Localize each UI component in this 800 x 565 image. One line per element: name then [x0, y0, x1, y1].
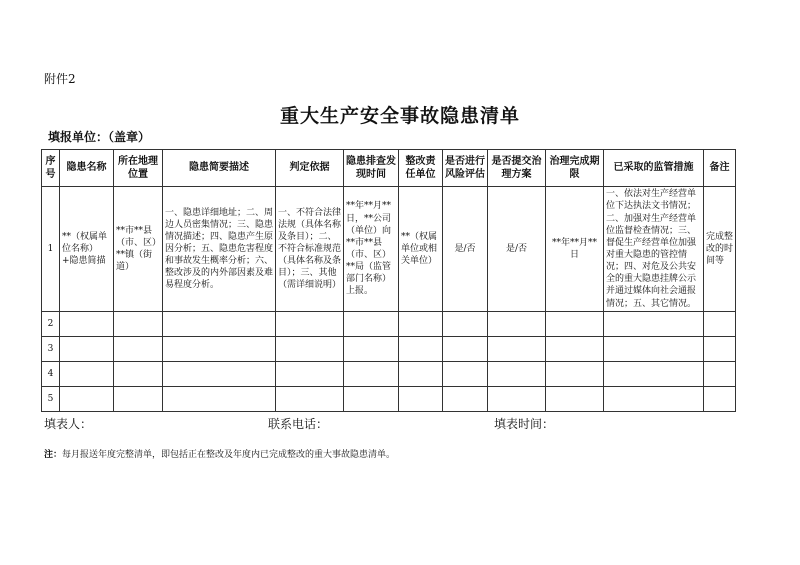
- cell-remark: 完成整改的时间等: [704, 187, 736, 312]
- hazard-table: [41, 149, 736, 412]
- cell-description: 一、隐患详细地址；二、周边人员密集情况；三、隐患情况描述；四、隐患产生原因分析；五、隐患危害程度和事故发生概率分析；六、整改涉及的内外部因素及难易程度分析。: [163, 187, 276, 312]
- header-remark: 备注: [704, 150, 736, 187]
- table-row: [42, 312, 736, 337]
- cell-measures: 一、依法对生产经营单位下达执法文书情况；二、加强对生产经营单位监督检查情况；三、督促生产经营单位加强对重大隐患的管控情况；四、对危及公共安全的重大隐患挂牌公示并通过媒体向社会通报情况；五、其它情况。: [604, 187, 704, 312]
- cell-no: 4: [42, 362, 60, 387]
- cell-no: 3: [42, 337, 60, 362]
- header-location: 所在地理位置: [114, 150, 163, 187]
- footnote-label: 注：: [44, 450, 63, 460]
- header-responsible: 整改责任单位: [399, 150, 443, 187]
- header-basis: 判定依据: [276, 150, 344, 187]
- header-risk-assessed: 是否进行风险评估: [443, 150, 488, 187]
- cell-location: **市**县（市、区）**镇（街道）: [114, 187, 163, 312]
- cell-deadline: **年**月**日: [546, 187, 604, 312]
- cell-no: 2: [42, 312, 60, 337]
- header-description: 隐患简要描述: [163, 150, 276, 187]
- table-header-row: [42, 150, 736, 187]
- attachment-label: 附件2: [44, 72, 76, 86]
- header-deadline: 治理完成期限: [546, 150, 604, 187]
- table-row: [42, 337, 736, 362]
- cell-found-time: **年**月**日，**公司（单位）向**市**县（市、区）**局（监管部门名称）上报。: [344, 187, 399, 312]
- filler-unit-label: 填报单位：（盖章）: [48, 130, 151, 144]
- table-row: [42, 362, 736, 387]
- footer-date-label: 填表时间：: [494, 417, 555, 431]
- cell-no: 5: [42, 387, 60, 412]
- page-title: 重大生产安全事故隐患清单: [279, 105, 520, 127]
- cell-risk-assessed: 是/否: [443, 187, 488, 312]
- footer-filler-label: 填表人：: [44, 417, 93, 431]
- cell-basis: 一、不符合法律法规（具体名称及条目）；二、不符合标准规范（具体名称及条目）；三、其他（需详细说明）: [276, 187, 344, 312]
- header-plan-submitted: 是否提交治理方案: [488, 150, 546, 187]
- table-row: [42, 187, 736, 312]
- footnote-text: 每月报送年度完整清单，即包括正在整改及年度内已完成整改的重大事故隐患清单。: [62, 450, 396, 460]
- footer-phone-label: 联系电话：: [268, 417, 329, 431]
- header-found-time: 隐患排查发现时间: [344, 150, 399, 187]
- cell-plan-submitted: 是/否: [488, 187, 546, 312]
- footnote: [44, 447, 395, 460]
- cell-name: **（权属单位名称）+隐患简描: [60, 187, 114, 312]
- cell-responsible: **（权属单位或相关单位）: [399, 187, 443, 312]
- header-no: 序号: [42, 150, 60, 187]
- cell-no: 1: [42, 187, 60, 312]
- header-measures: 已采取的监管措施: [604, 150, 704, 187]
- header-name: 隐患名称: [60, 150, 114, 187]
- table-row: [42, 387, 736, 412]
